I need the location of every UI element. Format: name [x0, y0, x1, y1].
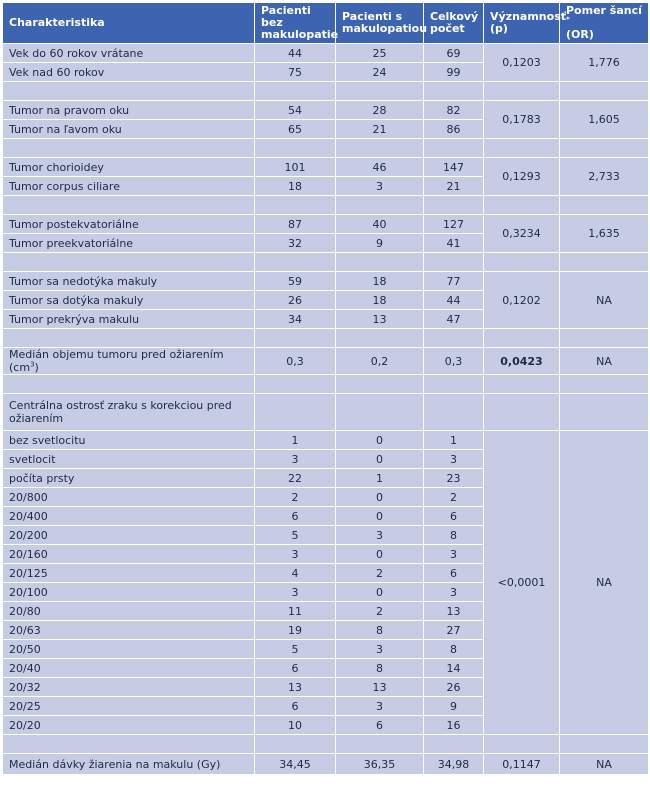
- cell-p: <0,0001: [484, 431, 560, 735]
- table-row: [3, 348, 649, 375]
- table-body: [3, 44, 649, 775]
- row-label: 20/25: [3, 697, 255, 716]
- maculopathy-table: [2, 2, 649, 775]
- row-label: 20/800: [3, 488, 255, 507]
- table-row: [3, 754, 649, 775]
- row-label: Vek nad 60 rokov: [3, 63, 255, 82]
- cell-with: 0: [336, 450, 424, 469]
- cell-with: 0: [336, 488, 424, 507]
- cell-p: 0,0423: [484, 348, 560, 375]
- row-label: Tumor prekrýva makulu: [3, 310, 255, 329]
- cell-total: 34,98: [424, 754, 484, 775]
- spacer-row: [3, 82, 649, 101]
- cell-total: 3: [424, 450, 484, 469]
- row-label: Tumor postekvatoriálne: [3, 215, 255, 234]
- header-with: Pacienti s makulopatiou: [336, 3, 424, 44]
- cell-without: 13: [255, 678, 336, 697]
- table-row: [3, 215, 649, 234]
- cell-total: 21: [424, 177, 484, 196]
- row-label: 20/200: [3, 526, 255, 545]
- cell-or: NA: [560, 272, 649, 329]
- cell-with: 0,2: [336, 348, 424, 375]
- cell-total: 0,3: [424, 348, 484, 375]
- cell-total: 9: [424, 697, 484, 716]
- cell-p: 0,1783: [484, 101, 560, 139]
- row-label: bez svetlocitu: [3, 431, 255, 450]
- cell-p: 0,1203: [484, 44, 560, 82]
- row-label: Medián dávky žiarenia na makulu (Gy): [3, 754, 255, 775]
- cell-without: 10: [255, 716, 336, 735]
- row-label: 20/80: [3, 602, 255, 621]
- cell-with: 8: [336, 659, 424, 678]
- cell-with: 6: [336, 716, 424, 735]
- table-header: [3, 3, 649, 44]
- cell-with: 36,35: [336, 754, 424, 775]
- row-label: 20/50: [3, 640, 255, 659]
- cell-or: 1,776: [560, 44, 649, 82]
- cell-with: 46: [336, 158, 424, 177]
- cell-without: 32: [255, 234, 336, 253]
- cell-or: NA: [560, 431, 649, 735]
- cell-total: 86: [424, 120, 484, 139]
- cell-with: 3: [336, 526, 424, 545]
- cell-with: 3: [336, 697, 424, 716]
- cell-without: 5: [255, 526, 336, 545]
- cell-without: 26: [255, 291, 336, 310]
- cell-with: 0: [336, 431, 424, 450]
- cell-total: 6: [424, 507, 484, 526]
- cell-with: 8: [336, 621, 424, 640]
- cell-with: 13: [336, 678, 424, 697]
- row-label: Tumor na pravom oku: [3, 101, 255, 120]
- cell-with: 25: [336, 44, 424, 63]
- cell-total: 82: [424, 101, 484, 120]
- cell-total: 23: [424, 469, 484, 488]
- header-odds-label: Pomer šancí: [566, 4, 642, 17]
- table-row: [3, 101, 649, 120]
- cell-total: 127: [424, 215, 484, 234]
- spacer-row: [3, 375, 649, 394]
- cell-without: 6: [255, 659, 336, 678]
- table-row: [3, 394, 649, 431]
- cell-total: 99: [424, 63, 484, 82]
- cell-with: 2: [336, 602, 424, 621]
- cell-with: 0: [336, 545, 424, 564]
- cell-with: 9: [336, 234, 424, 253]
- cell-or: 1,635: [560, 215, 649, 253]
- cell-total: 41: [424, 234, 484, 253]
- cell-without: 5: [255, 640, 336, 659]
- cell-total: 16: [424, 716, 484, 735]
- row-label: Tumor preekvatoriálne: [3, 234, 255, 253]
- row-label: Tumor na ľavom oku: [3, 120, 255, 139]
- cell-or: NA: [560, 348, 649, 375]
- header-odds: [560, 3, 649, 44]
- row-label: svetlocit: [3, 450, 255, 469]
- table-row: [3, 158, 649, 177]
- cell-without: 19: [255, 621, 336, 640]
- volume-label-sup: 3: [30, 360, 35, 369]
- cell-with: 13: [336, 310, 424, 329]
- table-row: [3, 44, 649, 63]
- cell-with: 1: [336, 469, 424, 488]
- cell-total: 3: [424, 545, 484, 564]
- cell-without: 3: [255, 450, 336, 469]
- row-label: 20/20: [3, 716, 255, 735]
- row-label: [3, 348, 255, 375]
- cell-total: 26: [424, 678, 484, 697]
- cell-with: 2: [336, 564, 424, 583]
- row-label: 20/400: [3, 507, 255, 526]
- row-label: Tumor chorioidey: [3, 158, 255, 177]
- cell-total: 44: [424, 291, 484, 310]
- cell-total: 2: [424, 488, 484, 507]
- acuity-title: Centrálna ostrosť zraku s korekciou pred ožiarením: [3, 394, 255, 431]
- volume-label-end: ): [34, 361, 39, 374]
- cell-total: 27: [424, 621, 484, 640]
- cell-total: 8: [424, 526, 484, 545]
- cell-total: 6: [424, 564, 484, 583]
- cell-with: 21: [336, 120, 424, 139]
- cell-p: 0,1293: [484, 158, 560, 196]
- table-container: [2, 2, 649, 775]
- cell-without: 75: [255, 63, 336, 82]
- cell-with: 3: [336, 640, 424, 659]
- cell-without: 44: [255, 44, 336, 63]
- cell-or: NA: [560, 754, 649, 775]
- header-odds-mark: *: [566, 15, 570, 24]
- header-total: Celkový počet: [424, 3, 484, 44]
- spacer-row: [3, 735, 649, 754]
- cell-total: 13: [424, 602, 484, 621]
- cell-with: 18: [336, 272, 424, 291]
- row-label: Tumor sa nedotýka makuly: [3, 272, 255, 291]
- cell-total: 14: [424, 659, 484, 678]
- cell-without: 34,45: [255, 754, 336, 775]
- cell-with: 3: [336, 177, 424, 196]
- spacer-row: [3, 196, 649, 215]
- cell-p: 0,1202: [484, 272, 560, 329]
- volume-label: Medián objemu tumoru pred ožiarením (cm: [9, 348, 224, 374]
- header-without: Pacienti bez makulopatie: [255, 3, 336, 44]
- cell-or: 2,733: [560, 158, 649, 196]
- spacer-row: [3, 139, 649, 158]
- row-label: 20/160: [3, 545, 255, 564]
- cell-without: 65: [255, 120, 336, 139]
- table-row: [3, 431, 649, 450]
- cell-p: 0,3234: [484, 215, 560, 253]
- cell-total: 69: [424, 44, 484, 63]
- cell-without: 22: [255, 469, 336, 488]
- cell-with: 24: [336, 63, 424, 82]
- cell-with: 18: [336, 291, 424, 310]
- cell-total: 8: [424, 640, 484, 659]
- spacer-row: [3, 253, 649, 272]
- cell-or: 1,605: [560, 101, 649, 139]
- row-label: Tumor corpus ciliare: [3, 177, 255, 196]
- row-label: 20/125: [3, 564, 255, 583]
- header-odds-unit: (OR): [566, 28, 594, 41]
- cell-without: 4: [255, 564, 336, 583]
- table-row: [3, 272, 649, 291]
- cell-without: 87: [255, 215, 336, 234]
- cell-total: 47: [424, 310, 484, 329]
- cell-without: 18: [255, 177, 336, 196]
- cell-with: 0: [336, 507, 424, 526]
- cell-without: 2: [255, 488, 336, 507]
- header-characteristic: Charakteristika: [3, 3, 255, 44]
- cell-without: 6: [255, 697, 336, 716]
- row-label: Vek do 60 rokov vrátane: [3, 44, 255, 63]
- cell-without: 54: [255, 101, 336, 120]
- cell-with: 40: [336, 215, 424, 234]
- cell-total: 1: [424, 431, 484, 450]
- cell-total: 147: [424, 158, 484, 177]
- cell-without: 3: [255, 583, 336, 602]
- cell-without: 11: [255, 602, 336, 621]
- cell-with: 28: [336, 101, 424, 120]
- header-significance: Významnosť (p): [484, 3, 560, 44]
- row-label: počíta prsty: [3, 469, 255, 488]
- cell-without: 3: [255, 545, 336, 564]
- cell-with: 0: [336, 583, 424, 602]
- row-label: 20/40: [3, 659, 255, 678]
- cell-without: 59: [255, 272, 336, 291]
- cell-without: 1: [255, 431, 336, 450]
- cell-without: 6: [255, 507, 336, 526]
- cell-without: 34: [255, 310, 336, 329]
- spacer-row: [3, 329, 649, 348]
- row-label: 20/32: [3, 678, 255, 697]
- cell-total: 77: [424, 272, 484, 291]
- row-label: 20/63: [3, 621, 255, 640]
- row-label: 20/100: [3, 583, 255, 602]
- cell-total: 3: [424, 583, 484, 602]
- cell-without: 101: [255, 158, 336, 177]
- cell-p: 0,1147: [484, 754, 560, 775]
- row-label: Tumor sa dotýka makuly: [3, 291, 255, 310]
- cell-without: 0,3: [255, 348, 336, 375]
